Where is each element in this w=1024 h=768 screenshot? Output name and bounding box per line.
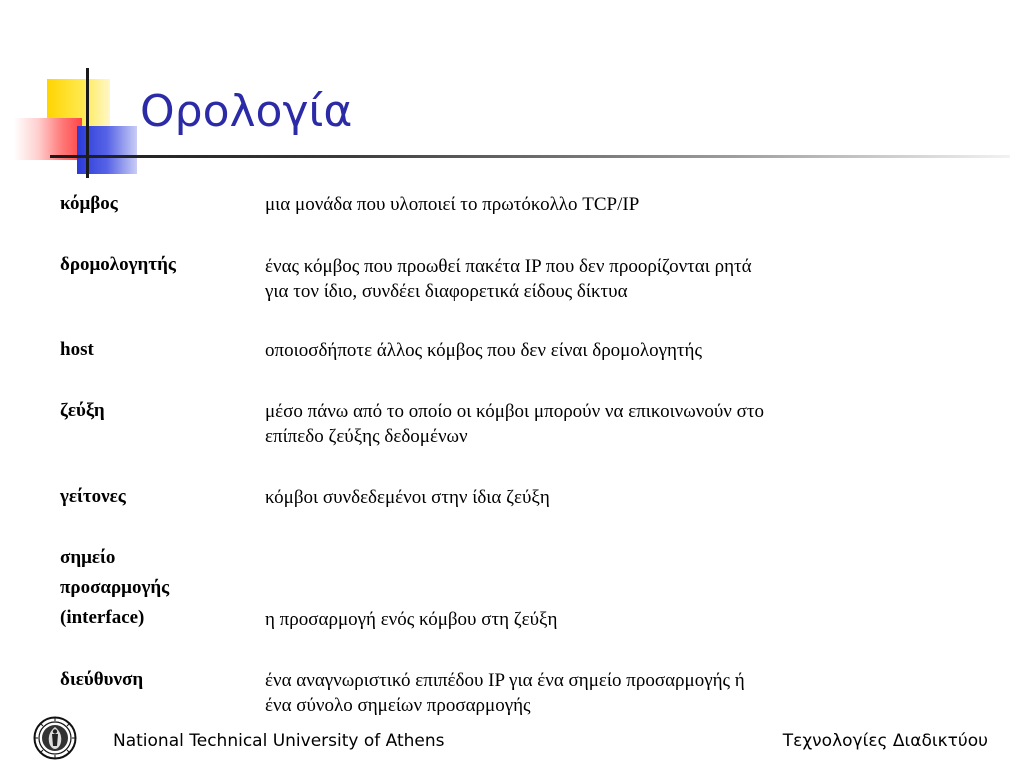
term-definition — [265, 192, 945, 217]
definition-line: κόμβοι συνδεδεμένοι στην ίδια ζεύξη — [265, 487, 550, 508]
term-label — [60, 543, 250, 633]
term-label: ζεύξη — [60, 400, 105, 421]
definition-line: επίπεδο ζεύξης δεδομένων — [265, 426, 468, 447]
slide-title: Ορολογία — [140, 86, 353, 137]
term-label: δρομολογητής — [60, 254, 176, 275]
term-definition — [265, 254, 945, 304]
definition-line: η προσαρμογή ενός κόμβου στη ζεύξη — [265, 609, 558, 630]
term-definition — [265, 399, 945, 449]
definition-line: ένα αναγνωριστικό επιπέδου IP για ένα σημείο προσαρμογής ή — [265, 670, 745, 691]
university-seal-icon — [33, 716, 77, 760]
term-label-line: (interface) — [60, 607, 145, 628]
definition-line: μέσο πάνω από το οποίο οι κόμβοι μπορούν να επικοινωνούν στο — [265, 401, 764, 422]
definition-line: ένας κόμβος που προωθεί πακέτα IP που δεν προορίζονται ρητά — [265, 256, 752, 277]
term-definition — [265, 485, 945, 510]
term-label: γείτονες — [60, 486, 126, 507]
term-label: host — [60, 339, 94, 360]
term-label: διεύθυνση — [60, 669, 144, 690]
definition-line: μια μονάδα που υλοποιεί το πρωτόκολλο TCP/IP — [265, 194, 640, 215]
term-definition — [265, 668, 945, 718]
term-definition — [265, 607, 945, 632]
definition-line: οποιοσδήποτε άλλος κόμβος που δεν είναι δρομολογητής — [265, 340, 703, 361]
definition-line: για τον ίδιο, συνδέει διαφορετικά είδους δίκτυα — [265, 281, 628, 302]
term-label: κόμβος — [60, 193, 118, 214]
term-definition — [265, 338, 945, 363]
footer-course-name: Τεχνολογίες Διαδικτύου — [782, 731, 988, 751]
definition-line: ένα σύνολο σημείων προσαρμογής — [265, 695, 531, 716]
footer-university-name: National Technical University of Athens — [113, 731, 445, 751]
term-label-line: σημείο — [60, 547, 116, 568]
term-label-line: προσαρμογής — [60, 577, 170, 598]
